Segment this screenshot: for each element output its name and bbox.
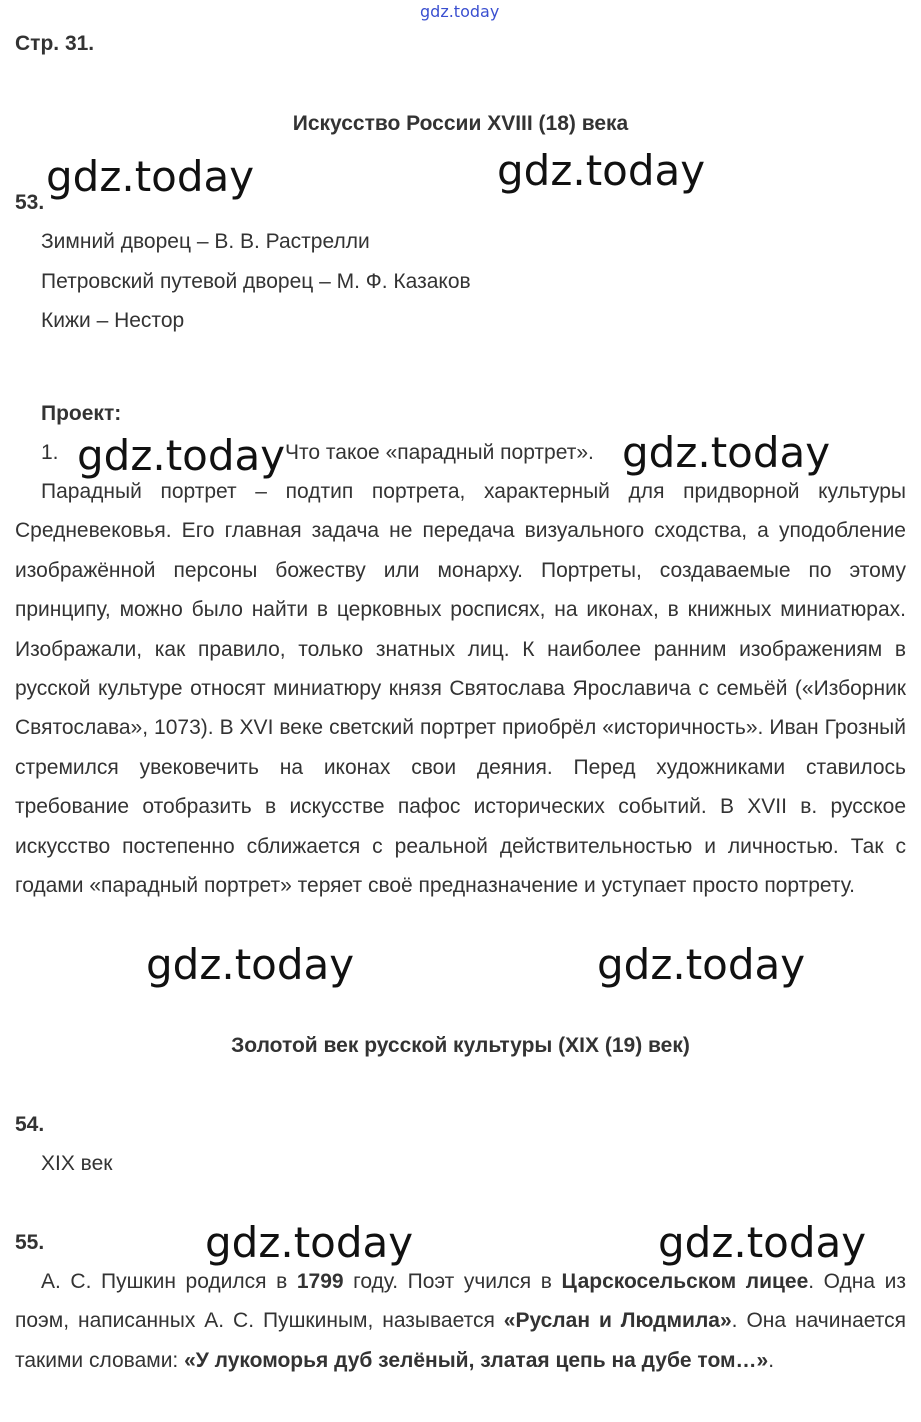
task55-text: [15, 1262, 906, 1380]
task53-line: Зимний дворец – В. В. Растрелли: [41, 230, 370, 253]
watermark: gdz.today: [77, 431, 286, 480]
watermark: gdz.today: [497, 146, 706, 195]
watermark: gdz.today: [205, 1218, 414, 1267]
watermark-top: gdz.today: [420, 2, 500, 21]
task55-text-part: А. С. Пушкин родился в: [41, 1270, 297, 1293]
watermark: gdz.today: [597, 940, 806, 989]
task-number-55: 55.: [15, 1231, 45, 1254]
task55-birth-year: 1799: [296, 1270, 344, 1293]
task53-line: Кижи – Нестор: [41, 309, 185, 332]
task53-line: Петровский путевой дворец – М. Ф. Казаков: [41, 270, 471, 293]
task-number-53: 53.: [15, 191, 45, 214]
task55-poem-title: «Руслан и Людмила»: [503, 1309, 732, 1333]
task55-text-part: . Она начинается такими словами:: [15, 1309, 906, 1372]
project-answer-text: Парадный портрет – подтип портрета, характерный для придворной культуры Средневековья. Его главная задача не передача визуального сходства, а уподобление изображённой персоны божеству или монарху. Портреты, создаваемые по этому принципу, можно было найти в церковных росписях, на иконах, в книжных миниатюрах. Изображали, как правило, только знатных лиц. К наиболее ранним изображениям в русской культуре относят миниатюру князя Святослава Ярославича с семьёй («Изборник Святослава», 1073). В XVI веке светский портрет приобрёл «историчность». Иван Грозный стремился увековечить на иконах свои деяния. Перед художниками ставилось требование отобразить в искусстве пафос исторических событий. В XVII в. русское искусство постепенно сближается с реальной действительностью и личностью. Так с годами «парадный портрет» теряет своё предназначение и уступает просто портрету.: [15, 480, 906, 898]
task-number-54: 54.: [15, 1113, 45, 1136]
task55-text-part: . Одна из поэм, написанных А. С. Пушкиным, называется: [15, 1270, 906, 1333]
watermark: gdz.today: [658, 1218, 867, 1267]
project-question: Что такое «парадный портрет».: [285, 441, 594, 464]
task55-text-part: году. Поэт учился в: [343, 1270, 562, 1293]
project-label: Проект:: [41, 402, 122, 425]
watermark: gdz.today: [146, 940, 355, 989]
task55-poem-quote: «У лукоморья дуб зелёный, златая цепь на дубе том…»: [184, 1348, 769, 1372]
watermark: gdz.today: [46, 152, 255, 201]
task55-text-part: .: [768, 1348, 775, 1372]
task54-answer: XIX век: [41, 1152, 113, 1175]
section-title-18th-century: Искусство России XVIII (18) века: [292, 112, 629, 135]
project-question-number: 1.: [41, 441, 59, 464]
section-title-19th-century: Золотой век русской культуры (XIX (19) век): [231, 1034, 690, 1057]
page-label: Стр. 31.: [15, 32, 95, 55]
task55-lyceum: Царскосельском лицее: [561, 1270, 809, 1293]
watermark: gdz.today: [622, 428, 831, 477]
